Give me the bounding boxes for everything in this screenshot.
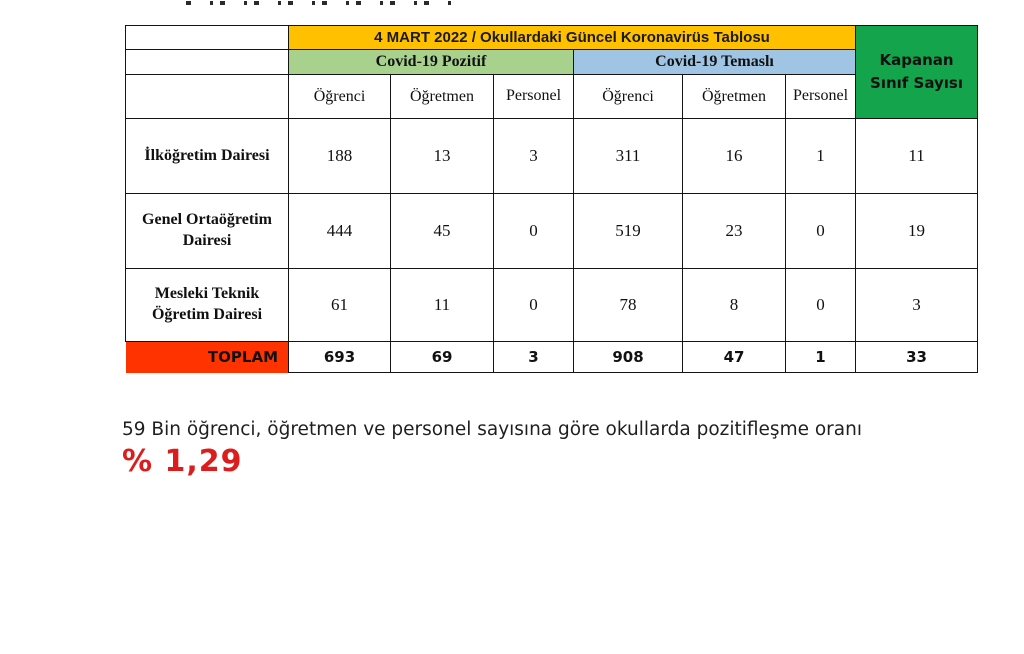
column-header-label: Personel: [792, 87, 849, 105]
column-header-label: Öğrenci: [602, 87, 654, 105]
data-cell: 1: [786, 119, 856, 194]
data-cell: 0: [786, 269, 856, 342]
total-label: TOPLAM: [126, 342, 289, 373]
data-cell: 0: [494, 194, 574, 269]
total-cell: 908: [574, 342, 683, 373]
total-cell: 33: [856, 342, 978, 373]
data-cell: 188: [289, 119, 391, 194]
data-cell: 519: [574, 194, 683, 269]
data-cell: 61: [289, 269, 391, 342]
data-cell: 19: [856, 194, 978, 269]
group-header-row: [126, 50, 978, 75]
positivity-note-text: 59 Bin öğrenci, öğretmen ve personel sayısına göre okullarda pozitifleşme oranı: [122, 419, 862, 440]
data-cell: 3: [494, 119, 574, 194]
data-cell: 11: [856, 119, 978, 194]
data-cell: 0: [786, 194, 856, 269]
column-header-label: Öğrenci: [313, 87, 366, 105]
row-label: İlköğretim Dairesi: [126, 119, 289, 194]
table-title: 4 MART 2022 / Okullardaki Güncel Koronavirüs Tablosu: [289, 26, 856, 50]
column-header-label: Öğretmen: [410, 87, 474, 105]
blank-corner-cell: [126, 50, 289, 75]
data-cell: 11: [391, 269, 494, 342]
table-row-total: [126, 342, 978, 373]
covid-positive-group-header: Covid-19 Pozitif: [289, 50, 574, 75]
column-header-staff-contact: [786, 75, 856, 119]
cropped-text-fragments: [186, 1, 458, 6]
column-header-staff-positive: [494, 75, 574, 119]
row-label: Mesleki Teknik Öğretim Dairesi: [126, 269, 289, 342]
table-row-vocational-technical: [126, 269, 978, 342]
blank-corner-cell: [126, 75, 289, 119]
total-cell: 47: [683, 342, 786, 373]
blank-corner-cell: [126, 26, 289, 50]
data-cell: 23: [683, 194, 786, 269]
column-header-teachers-contact: [683, 75, 786, 119]
positivity-rate-value: % 1,29: [122, 444, 243, 479]
table-row-primary-education: [126, 119, 978, 194]
title-row: [126, 26, 978, 50]
covid-contact-group-header: Covid-19 Temaslı: [574, 50, 856, 75]
data-cell: 0: [494, 269, 574, 342]
data-cell: 78: [574, 269, 683, 342]
subcolumn-header-row: [126, 75, 978, 119]
data-cell: 13: [391, 119, 494, 194]
data-cell: 444: [289, 194, 391, 269]
total-cell: 69: [391, 342, 494, 373]
covid-status-table: [125, 25, 978, 373]
total-cell: 1: [786, 342, 856, 373]
data-cell: 16: [683, 119, 786, 194]
data-cell: 3: [856, 269, 978, 342]
data-cell: 45: [391, 194, 494, 269]
data-cell: 8: [683, 269, 786, 342]
total-cell: 3: [494, 342, 574, 373]
data-cell: 311: [574, 119, 683, 194]
row-label: Genel Ortaöğretim Dairesi: [126, 194, 289, 269]
table-row-general-secondary: [126, 194, 978, 269]
total-cell: 693: [289, 342, 391, 373]
column-header-students-positive: [289, 75, 391, 119]
column-header-label: Personel: [505, 87, 562, 105]
column-header-label: Öğretmen: [702, 87, 766, 105]
closed-classes-header: Kapanan Sınıf Sayısı: [856, 26, 978, 119]
column-header-students-contact: [574, 75, 683, 119]
column-header-teachers-positive: [391, 75, 494, 119]
